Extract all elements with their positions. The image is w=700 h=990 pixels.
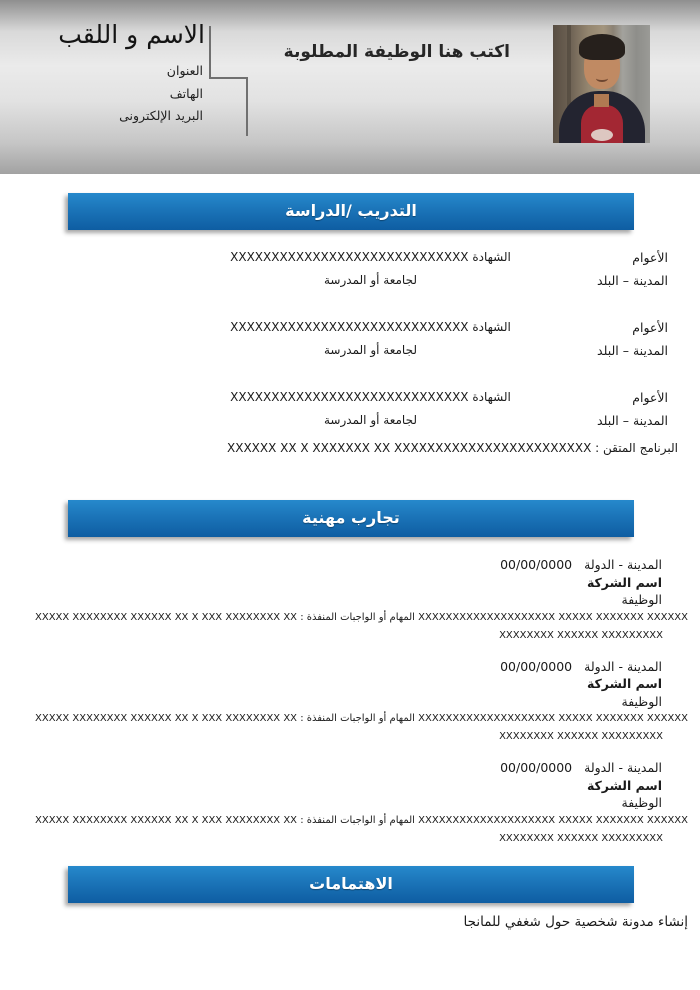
email-line: البريد الإلكترونى [119, 108, 203, 123]
job-title: الوظيفة [621, 592, 662, 607]
education-entry-meta [568, 316, 668, 362]
experience-entry-head [10, 556, 690, 609]
header [0, 0, 700, 174]
tasks-line-1: XXXXXXXXXXXXXXXXXXXX XXXXX XXXXXXX XXXXXX المهام أو الواجبات المنفذة : XXXXX XXXXXXXX XXXXXX XX X XXX XXXXXXXX XX [35, 611, 688, 623]
job-title: الوظيفة [621, 795, 662, 810]
certificate-line: الشهادة XXXXXXXXXXXXXXXXXXXXXXXXXXXXX [230, 250, 511, 264]
photo-smile [596, 75, 608, 82]
job-title: الوظيفة [621, 693, 662, 709]
years-label: الأعوام [632, 250, 668, 265]
education-list [10, 246, 690, 456]
school-line: لجامعة أو المدرسة [324, 413, 417, 427]
education-entry [10, 386, 690, 432]
tasks-line-2: XXXXXXXX XXXXXX XXXXXXXXX [499, 731, 663, 742]
school-line: لجامعة أو المدرسة [324, 273, 417, 287]
photo-hair [579, 34, 625, 60]
city-country-label: المدينة – البلد [597, 413, 668, 428]
tasks-line-2: XXXXXXXX XXXXXX XXXXXXXXX [499, 832, 663, 844]
education-entry [10, 316, 690, 362]
city-country-label: المدينة – البلد [597, 273, 668, 288]
target-job-title: اكتب هنا الوظيفة المطلوبة [283, 42, 510, 62]
city-country-label: المدينة – البلد [597, 343, 668, 358]
section-header-education: التدريب /الدراسة [68, 193, 634, 230]
experience-dateline [10, 658, 662, 676]
section-header-experience: تجارب مهنية [68, 500, 634, 537]
years-label: الأعوام [632, 320, 668, 335]
experience-dateline [10, 759, 662, 777]
company-name: اسم الشركة [586, 574, 662, 590]
experience-entry-head [10, 759, 690, 812]
name-bracket-line [209, 77, 248, 79]
mastered-program-line: البرنامج المتقن : XXXXXX XX X XXXXXXX XX XXXXXXXXXXXXXXXXXXXXXXXX [227, 441, 678, 455]
interest-item: إنشاء مدونة شخصية حول شغفي للمانجا [463, 914, 688, 930]
profile-photo [553, 25, 650, 143]
section-header-interests: الاهتمامات [68, 866, 634, 903]
contact-block [119, 60, 203, 128]
company-name: اسم الشركة [586, 777, 662, 793]
tasks-line-1: XXXXXXXXXXXXXXXXXXXX XXXXX XXXXXXX XXXXXX المهام أو الواجبات المنفذة : XXXXX XXXXXXXX XXXXXX XX X XXX XXXXXXXX XX [35, 814, 688, 826]
company-name: اسم الشركة [586, 676, 662, 691]
name-title: الاسم و اللقب [58, 20, 205, 49]
education-entry-detail [228, 246, 513, 292]
name-bracket-line [246, 78, 248, 136]
photo-neck [594, 94, 609, 107]
education-entry [10, 246, 690, 292]
experience-dateline [10, 556, 662, 574]
experience-list [10, 556, 690, 861]
school-line: لجامعة أو المدرسة [324, 343, 417, 357]
phone-line: الهاتف [169, 85, 203, 101]
date-value: 00/00/0000 [500, 760, 573, 775]
city-country-label: المدينة - الدولة [584, 658, 662, 674]
years-label: الأعوام [632, 390, 668, 405]
tasks-line-2: XXXXXXXX XXXXXX XXXXXXXXX [499, 629, 663, 641]
certificate-line: الشهادة XXXXXXXXXXXXXXXXXXXXXXXXXXXXX [230, 320, 511, 334]
date-value: 00/00/0000 [500, 557, 573, 572]
education-entry-detail [228, 386, 513, 432]
city-country-label: المدينة - الدولة [584, 557, 662, 572]
education-entry-meta [568, 246, 668, 292]
address-line: العنوان [166, 63, 203, 78]
tasks-line-1: XXXXXXXXXXXXXXXXXXXX XXXXX XXXXXXX XXXXXX المهام أو الواجبات المنفذة : XXXXX XXXXXXXX XXXXXX XX X XXX XXXXXXXX XX [35, 713, 688, 724]
name-bracket-line [209, 26, 211, 78]
photo-shirt-logo [591, 129, 613, 141]
experience-entry [10, 658, 690, 747]
experience-entry-head [10, 658, 690, 711]
experience-entry [10, 556, 690, 645]
certificate-line: الشهادة XXXXXXXXXXXXXXXXXXXXXXXXXXXXX [230, 390, 511, 404]
city-country-label: المدينة - الدولة [584, 760, 662, 775]
education-entry-detail [228, 316, 513, 362]
experience-entry [10, 759, 690, 848]
education-entry-meta [568, 386, 668, 432]
date-value: 00/00/0000 [500, 658, 573, 674]
